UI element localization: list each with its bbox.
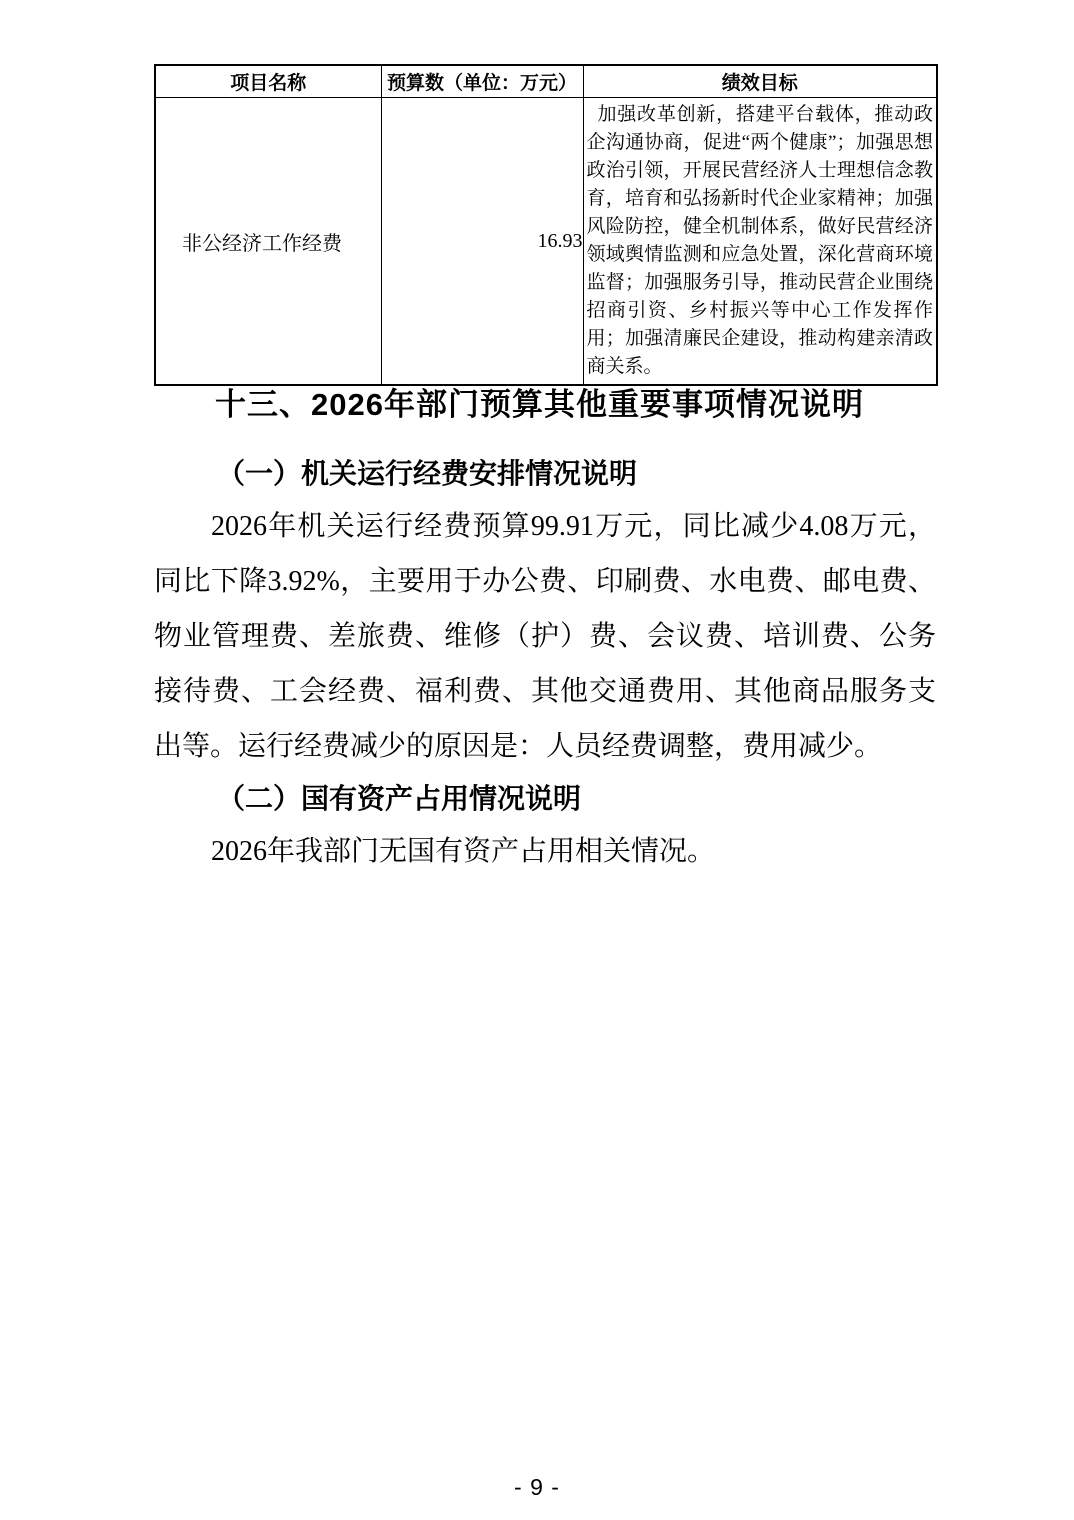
section-heading: 十三、2026年部门预算其他重要事项情况说明 bbox=[215, 387, 864, 422]
table-header-row bbox=[155, 65, 937, 98]
budget-table bbox=[154, 64, 938, 386]
page-number: - 9 - bbox=[514, 1474, 560, 1500]
cell-budget-amount: 16.93 bbox=[381, 98, 583, 386]
subsection2-paragraph: 2026年我部门无国有资产占用相关情况。 bbox=[211, 836, 716, 867]
subsection2-heading: （二）国有资产占用情况说明 bbox=[217, 784, 582, 815]
column-header-budget-amount: 预算数（单位：万元） bbox=[381, 65, 583, 98]
column-header-project-name: 项目名称 bbox=[155, 65, 381, 98]
subsection1-heading: （一）机关运行经费安排情况说明 bbox=[217, 459, 638, 490]
subsection1-paragraph: 2026年机关运行经费预算99.91万元，同比减少4.08万元，同比下降3.92%，主要用于办公费、印刷费、水电费、邮电费、物业管理费、差旅费、维修（护）费、会议费、培训费、公务接待费、工会经费、福利费、其他交通费用、其他商品服务支出等。运行经费减少的原因是：人员经费调整，费用减少。 bbox=[154, 511, 936, 762]
column-header-performance-goal: 绩效目标 bbox=[583, 65, 937, 98]
table-row bbox=[155, 98, 937, 386]
cell-performance-goal: 加强改革创新，搭建平台载体，推动政企沟通协商，促进“两个健康”；加强思想政治引领，开展民营经济人士理想信念教育，培育和弘扬新时代企业家精神；加强风险防控，健全机制体系，做好民营经济领域舆情监测和应急处置，深化营商环境监督；加强服务引导，推动民营企业围绕招商引资、乡村振兴等中心工作发挥作用；加强清廉民企建设，推动构建亲清政商关系。 bbox=[583, 98, 937, 386]
cell-project-name: 非公经济工作经费 bbox=[155, 98, 381, 386]
